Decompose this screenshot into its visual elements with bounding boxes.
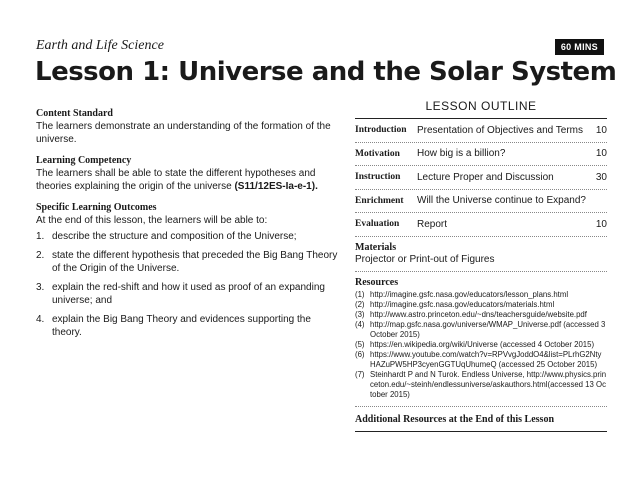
lesson-standards-column [36, 107, 341, 345]
outcomes-heading: Specific Learning Outcomes [36, 202, 157, 213]
outline-row-description: Presentation of Objectives and Terms [417, 124, 584, 136]
resource-link[interactable]: http://imagine.gsfc.nasa.gov/educators/materials.html [370, 299, 555, 309]
outcome-text: explain the red-shift and how it used as proof of an expanding universe; and [52, 282, 325, 306]
outline-row-enrichment [355, 190, 607, 214]
outcome-number: 1. [36, 231, 45, 242]
outcome-text: state the different hypothesis that preceded the Big Bang Theory of the Origin of the Universe. [52, 250, 338, 274]
resource-link[interactable]: http://www.astro.princeton.edu/~dns/teachersguide/website.pdf [370, 309, 587, 319]
materials-heading: Materials [355, 241, 397, 253]
resource-number: (4) [355, 319, 365, 329]
outline-row-label: Evaluation [355, 219, 400, 230]
resource-number: (7) [355, 369, 365, 379]
resource-number: (2) [355, 299, 365, 309]
resources-list [355, 290, 607, 400]
duration-badge: 60 MINS [555, 39, 604, 55]
outline-title: LESSON OUTLINE [355, 95, 607, 119]
resources-section [355, 272, 607, 407]
competency-code: (S11/12ES-Ia-e-1). [234, 181, 318, 192]
outline-row-instruction [355, 166, 607, 190]
outline-row-minutes: 30 [595, 171, 607, 183]
outcomes-list [36, 230, 341, 339]
resource-item [355, 340, 607, 350]
learning-competency-text: The learners shall be able to state the different hypotheses and theories explaining the origin of the universe [36, 168, 316, 192]
outcome-number: 3. [36, 282, 45, 293]
materials-section [355, 237, 607, 272]
outline-row-minutes: 10 [595, 148, 607, 160]
resource-link[interactable]: http://map.gsfc.nasa.gov/universe/WMAP_Universe.pdf (accessed 3 October 2015) [370, 319, 606, 339]
learning-competency-heading: Learning Competency [36, 155, 132, 166]
lesson-outline-panel [355, 95, 607, 432]
subject-label: Earth and Life Science [36, 38, 164, 53]
content-standard-section [36, 107, 341, 146]
resource-item [355, 300, 607, 310]
outline-row-label: Motivation [355, 148, 400, 159]
outline-row-description: Lecture Proper and Discussion [417, 171, 554, 183]
resource-link[interactable]: Steinhardt P and N Turok. Endless Universe, http://www.physics.princeton.edu/~steinh/endlessuniverse/askauthors.html(accessed 13 October 2015) [370, 369, 607, 399]
resources-heading: Resources [355, 276, 399, 288]
resource-link[interactable]: http://imagine.gsfc.nasa.gov/educators/lesson_plans.html [370, 289, 569, 299]
resource-number: (3) [355, 309, 365, 319]
outcome-text: explain the Big Bang Theory and evidences supporting the theory. [52, 314, 311, 338]
resource-item [355, 310, 607, 320]
outline-row-label: Enrichment [355, 195, 404, 206]
outline-row-minutes: 10 [595, 218, 607, 230]
learning-competency-section [36, 154, 341, 193]
outcomes-intro: At the end of this lesson, the learners will be able to: [36, 215, 268, 226]
outline-row-description: How big is a billion? [417, 148, 506, 160]
resource-item [355, 350, 607, 370]
resource-number: (6) [355, 349, 365, 359]
outline-row-introduction [355, 119, 607, 143]
outcome-number: 4. [36, 314, 45, 325]
resource-item [355, 370, 607, 400]
outcome-item [36, 249, 341, 275]
resource-number: (5) [355, 339, 365, 349]
outcome-item [36, 313, 341, 339]
outline-row-motivation [355, 143, 607, 167]
outline-row-description: Will the Universe continue to Expand? [417, 195, 586, 207]
outcome-item [36, 281, 341, 307]
outcome-number: 2. [36, 250, 45, 261]
materials-text: Projector or Print-out of Figures [355, 253, 495, 265]
resource-item [355, 290, 607, 300]
lesson-title: Lesson 1: Universe and the Solar System [35, 57, 617, 87]
outline-row-description: Report [417, 218, 448, 230]
resource-number: (1) [355, 289, 365, 299]
resource-item [355, 320, 607, 340]
content-standard-text: The learners demonstrate an understanding of the formation of the universe. [36, 121, 331, 145]
resource-link[interactable]: https://en.wikipedia.org/wiki/Universe (accessed 4 October 2015) [370, 339, 595, 349]
outcomes-section [36, 201, 341, 339]
resource-link[interactable]: https://www.youtube.com/watch?v=RPVvgJoddO4&list=PLrhG2NtyHAZuPW5HP3cyenGGTUqUhumeQ (accessed 25 October 2015) [370, 349, 602, 369]
outline-row-evaluation [355, 213, 607, 237]
outcome-text: describe the structure and composition of the Universe; [52, 231, 297, 242]
outline-row-label: Introduction [355, 125, 407, 136]
outcome-item [36, 230, 341, 243]
learning-competency-body [36, 167, 341, 193]
outline-row-minutes: 10 [595, 124, 607, 136]
outline-row-label: Instruction [355, 172, 401, 183]
additional-resources-note: Additional Resources at the End of this Lesson [355, 407, 607, 432]
content-standard-heading: Content Standard [36, 108, 113, 119]
